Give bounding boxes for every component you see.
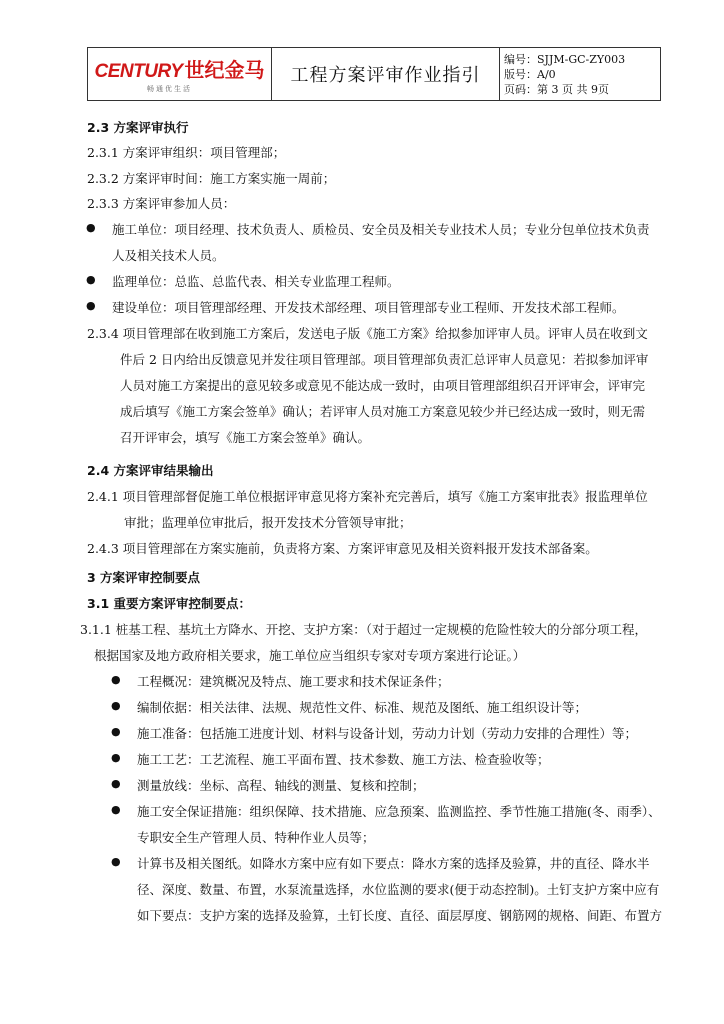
paragraph-line: 2.4.3 项目管理部在方案实施前，负责将方案、方案评审意见及相关资料报开发技术部备案。 — [87, 541, 598, 556]
bullet-icon: ● — [111, 751, 121, 764]
list-item: 施工准备：包括施工进度计划、材料与设备计划，劳动力计划（劳动力安排的合理性）等； — [137, 726, 638, 741]
document-header — [87, 47, 661, 101]
paragraph-line: 成后填写《施工方案会签单》确认；若评审人员对施工方案意见较少并已经达成一致时，则无需 — [120, 404, 646, 419]
company-logo — [88, 48, 272, 100]
list-item: 测量放线：坐标、高程、轴线的测量、复核和控制； — [137, 778, 425, 793]
paragraph-line: 审批；监理单位审批后，报开发技术分管领导审批； — [124, 515, 412, 530]
paragraph-line: 召开评审会，填写《施工方案会签单》确认。 — [120, 430, 371, 445]
bullet-icon: ● — [86, 273, 96, 286]
section-heading: 2.4 方案评审结果输出 — [87, 463, 214, 478]
bullet-icon: ● — [86, 221, 96, 234]
section-heading: 2.3 方案评审执行 — [87, 120, 189, 135]
bullet-icon: ● — [111, 803, 121, 816]
paragraph-line: 2.3.2 方案评审时间：施工方案实施一周前； — [87, 171, 336, 186]
paragraph-line: 2.3.3 方案评审参加人员： — [87, 196, 236, 211]
list-item: 施工单位：项目经理、技术负责人、质检员、安全员及相关专业技术人员；专业分包单位技术负责 — [112, 222, 650, 237]
paragraph-line: 2.4.1 项目管理部督促施工单位根据评审意见将方案补充完善后，填写《施工方案审批表》报监理单位 — [87, 489, 648, 504]
document-meta — [500, 48, 660, 100]
list-item: 工程概况：建筑概况及特点、施工要求和技术保证条件； — [137, 674, 450, 689]
list-item: 计算书及相关图纸。如降水方案中应有如下要点：降水方案的选择及验算，井的直径、降水半 — [137, 856, 650, 871]
list-item: 施工工艺：工艺流程、施工平面布置、技术参数、施工方法、检查验收等； — [137, 752, 550, 767]
document-code: 编号：SJJM-GC-ZY003 — [504, 52, 626, 66]
list-item-continuation: 人及相关技术人员。 — [112, 248, 225, 263]
list-item: 建设单位：项目管理部经理、开发技术部经理、项目管理部专业工程师、开发技术部工程师。 — [112, 300, 625, 315]
paragraph-line: 2.3.1 方案评审组织：项目管理部； — [87, 145, 286, 160]
list-item-continuation: 如下要点：支护方案的选择及验算，土钉长度、直径、面层厚度、钢筋网的规格、间距、布置方 — [137, 908, 663, 923]
list-item: 监理单位：总监、总监代表、相关专业监理工程师。 — [112, 274, 400, 289]
paragraph-line: 人员对施工方案提出的意见较多或意见不能达成一致时，由项目管理部组织召开评审会，评审完 — [120, 378, 646, 393]
list-item-continuation: 专职安全生产管理人员、特种作业人员等； — [137, 830, 375, 845]
page-number: 页码：第 3 页 共 9页 — [504, 82, 609, 96]
bullet-icon: ● — [111, 855, 121, 868]
logo-chinese: 世纪金马 — [184, 58, 265, 82]
paragraph-line: 件后 2 日内给出反馈意见并发往项目管理部。项目管理部负责汇总评审人员意见：若拟参加评审 — [120, 352, 649, 367]
document-version: 版号：A/0 — [504, 67, 556, 81]
paragraph-line: 2.3.4 项目管理部在收到施工方案后，发送电子版《施工方案》给拟参加评审人员。评审人员在收到文 — [87, 326, 648, 341]
bullet-icon: ● — [86, 299, 96, 312]
list-item: 施工安全保证措施：组织保障、技术措施、应急预案、监测监控、季节性施工措施(冬、雨季）、 — [137, 804, 661, 819]
logo-english: CENTURY — [94, 61, 183, 82]
chapter-heading: 3 方案评审控制要点 — [87, 570, 201, 585]
paragraph-line: 根据国家及地方政府相关要求，施工单位应当组织专家对专项方案进行论证。） — [94, 648, 526, 663]
paragraph-line: 3.1.1 桩基工程、基坑土方降水、开挖、支护方案：（对于超过一定规模的危险性较大的分部分项工程， — [80, 622, 648, 637]
bullet-icon: ● — [111, 777, 121, 790]
list-item-continuation: 径、深度、数量、布置，水泵流量选择，水位监测的要求(便于动态控制)。土钉支护方案中应有 — [137, 882, 660, 897]
bullet-icon: ● — [111, 725, 121, 738]
logo-slogan: 畅通优生活 — [147, 85, 192, 93]
section-heading: 3.1 重要方案评审控制要点： — [87, 596, 251, 611]
document-title: 工程方案评审作业指引 — [272, 48, 500, 100]
list-item: 编制依据：相关法律、法规、规范性文件、标准、规范及图纸、施工组织设计等； — [137, 700, 588, 715]
bullet-icon: ● — [111, 699, 121, 712]
bullet-icon: ● — [111, 673, 121, 686]
